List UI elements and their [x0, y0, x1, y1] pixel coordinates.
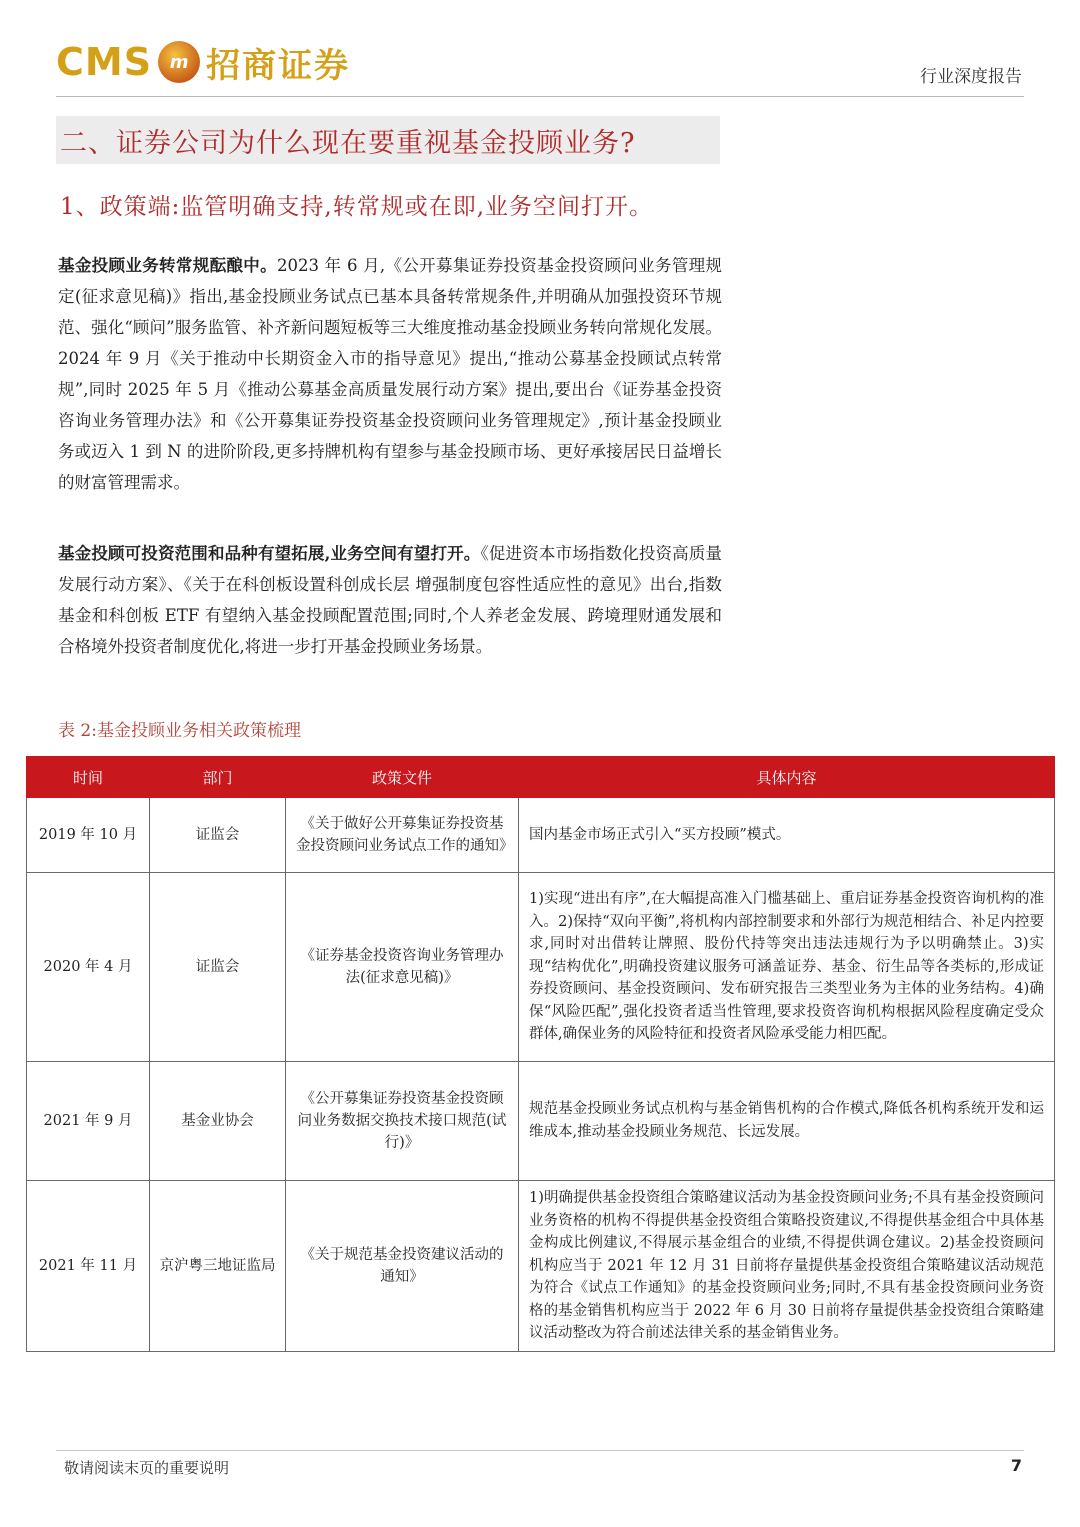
footer-divider: [56, 1450, 1024, 1451]
cell-department: 基金业协会: [150, 1062, 286, 1181]
cell-time: 2020 年 4 月: [27, 873, 150, 1062]
paragraph-policy-normalization: [58, 250, 722, 498]
page-number: 7: [1010, 1456, 1022, 1475]
header-divider: [56, 96, 1024, 97]
section-title: 二、证券公司为什么现在要重视基金投顾业务?: [60, 127, 636, 159]
header-department: 部门: [150, 757, 286, 798]
paragraph-lead: 基金投顾可投资范围和品种有望拓展,业务空间有望打开。: [58, 544, 481, 563]
table-title: 表 2:基金投顾业务相关政策梳理: [58, 721, 301, 741]
cell-time: 2021 年 11 月: [27, 1181, 150, 1352]
cell-content: 国内基金市场正式引入“买方投顾”模式。: [519, 798, 1055, 873]
header-policy-document: 政策文件: [286, 757, 519, 798]
report-type: 行业深度报告: [920, 67, 1022, 87]
table-row: [27, 873, 1055, 1062]
table-row: [27, 1062, 1055, 1181]
cms-logo: [56, 38, 350, 86]
policy-table: [26, 756, 1055, 1352]
logo-emblem-icon: [158, 41, 200, 83]
table-header-row: [27, 757, 1055, 798]
cell-document: 《证券基金投资咨询业务管理办法(征求意见稿)》: [286, 873, 519, 1062]
header-content: 具体内容: [519, 757, 1055, 798]
cell-department: 证监会: [150, 798, 286, 873]
footer-disclaimer-note: 敬请阅读末页的重要说明: [64, 1459, 230, 1477]
table-row: [27, 1181, 1055, 1352]
cell-department: 京沪粤三地证监局: [150, 1181, 286, 1352]
logo-emblem-letter: m: [169, 51, 189, 73]
cell-document: 《关于规范基金投资建议活动的通知》: [286, 1181, 519, 1352]
cell-time: 2021 年 9 月: [27, 1062, 150, 1181]
logo-chinese-name: 招商证券: [206, 45, 351, 86]
paragraph-investment-scope: [58, 538, 722, 662]
cell-content: 1)实现“进出有序”,在大幅提高准入门槛基础上、重启证券基金投资咨询机构的准入。2)保持“双向平衡”,将机构内部控制要求和外部行为规范相结合、补足内控要求,同时对出借转让牌照、股份代持等突出违法违规行为予以明确禁止。3)实现“结构优化”,明确投资建议服务可涵盖证券、基金、衍生品等各类标的,形成证券投资顾问、基金投资顾问、发布研究报告三类型业务为主体的业务结构。4)确保“风险匹配”,强化投资者适当性管理,要求投资咨询机构根据风险程度确定受众群体,确保业务的风险特征和投资者风险承受能力相匹配。: [519, 873, 1055, 1062]
cell-content: 规范基金投顾业务试点机构与基金销售机构的合作模式,降低各机构系统开发和运维成本,推动基金投顾业务规范、长远发展。: [519, 1062, 1055, 1181]
cell-time: 2019 年 10 月: [27, 798, 150, 873]
cell-document: 《关于做好公开募集证券投资基金投资顾问业务试点工作的通知》: [286, 798, 519, 873]
cell-document: 《公开募集证券投资基金投资顾问业务数据交换技术接口规范(试行)》: [286, 1062, 519, 1181]
section-heading-bar: [56, 116, 720, 164]
paragraph-body: 2023 年 6 月,《公开募集证券投资基金投资顾问业务管理规定(征求意见稿)》指出,基金投顾业务试点已基本具备转常规条件,并明确从加强投资环节规范、强化“顾问”服务监管、补齐新问题短板等三大维度推动基金投顾业务转向常规化发展。2024 年 9 月《关于推动中长期资金入市的指导意见》提出,“推动公募基金投顾试点转常规”,同时 2025 年 5 月《推动公募基金高质量发展行动方案》提出,要出台《证券基金投资咨询业务管理办法》和《公开募集证券投资基金投资顾问业务管理规定》,预计基金投顾业务或迈入 1 到 N 的进阶阶段,更多持牌机构有望参与基金投顾市场、更好承接居民日益增长的财富管理需求。: [58, 256, 723, 492]
table-row: [27, 798, 1055, 873]
paragraph-lead: 基金投顾业务转常规酝酿中。: [58, 256, 277, 275]
logo-cms-text: CMS: [56, 40, 153, 84]
paragraph-body: 《促进资本市场指数化投资高质量发展行动方案》、《关于在科创板设置科创成长层 增强制度包容性适应性的意见》出台,指数基金和科创板 ETF 有望纳入基金投顾配置范围;同时,个人养老金发展、跨境理财通发展和合格境外投资者制度优化,将进一步打开基金投顾业务场景。: [58, 544, 723, 656]
cell-content: 1)明确提供基金投资组合策略建议活动为基金投资顾问业务;不具有基金投资顾问业务资格的机构不得提供基金投资组合策略投资建议,不得提供基金组合中具体基金构成比例建议,不得展示基金组合的业绩,不得提供调仓建议。2)基金投资顾问机构应当于 2021 年 12 月 31 日前将存量提供基金投资组合策略建议活动规范为符合《试点工作通知》的基金投资顾问业务;同时,不具有基金投资顾问业务资格的基金销售机构应当于 2022 年 6 月 30 日前将存量提供基金投资组合策略建议活动整改为符合前述法律关系的基金销售业务。: [519, 1181, 1055, 1352]
sub-heading: 1、政策端:监管明确支持,转常规或在即,业务空间打开。: [60, 194, 654, 220]
cell-department: 证监会: [150, 873, 286, 1062]
header-time: 时间: [27, 757, 150, 798]
